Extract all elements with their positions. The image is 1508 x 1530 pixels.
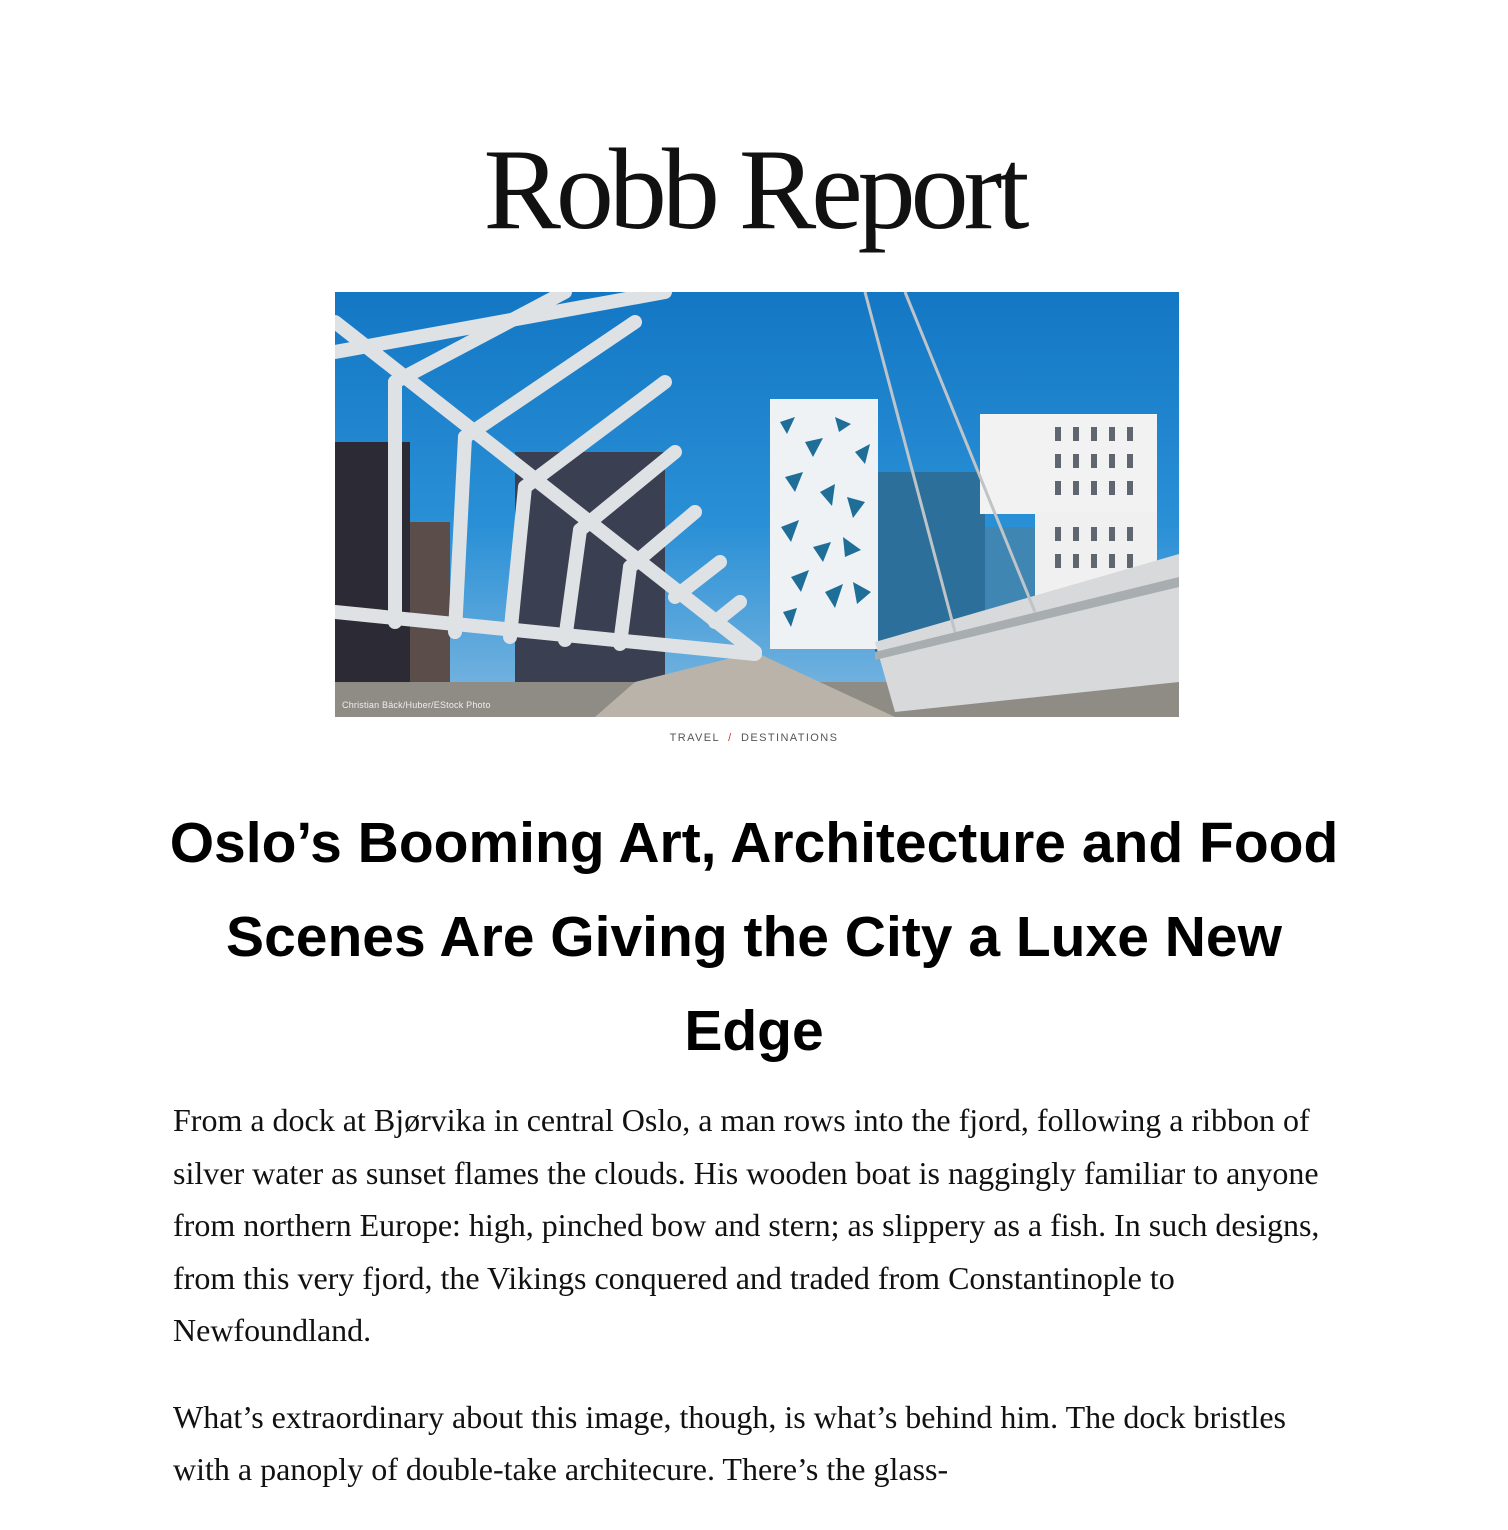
article-paragraph: From a dock at Bjørvika in central Oslo, a man rows into the fjord, following a ribbon of silver water as sunset flames the clouds. His wooden boat is naggingly familiar to anyone from northern Europe: high, pinched bow and stern; as slippery as a fish. In such designs, from this very fjord, the Vikings conquered and traded from Constantinople to Newfoundland.	[173, 1102, 1320, 1348]
breadcrumb-section[interactable]: TRAVEL	[669, 732, 720, 744]
article-headline: Oslo’s Booming Art, Architecture and Food Scenes Are Giving the City a Luxe New Edge	[169, 811, 1339, 1063]
breadcrumb	[0, 732, 1508, 744]
article-paragraph: What’s extraordinary about this image, though, is what’s behind him. The dock bristles with a panoply of double-take architecure. There’s the glass-	[173, 1398, 1286, 1487]
building-brown-left	[410, 522, 450, 682]
bridge-photo-illustration	[335, 292, 1179, 717]
breadcrumb-subsection[interactable]: DESTINATIONS	[741, 732, 839, 744]
photo-credit: Christian Bäck/Huber/EStock Photo	[342, 700, 491, 710]
hero-image	[335, 292, 1179, 717]
breadcrumb-separator: /	[728, 732, 733, 744]
masthead-logo[interactable]: Robb Report	[483, 126, 1025, 254]
article-body	[173, 1094, 1338, 1530]
